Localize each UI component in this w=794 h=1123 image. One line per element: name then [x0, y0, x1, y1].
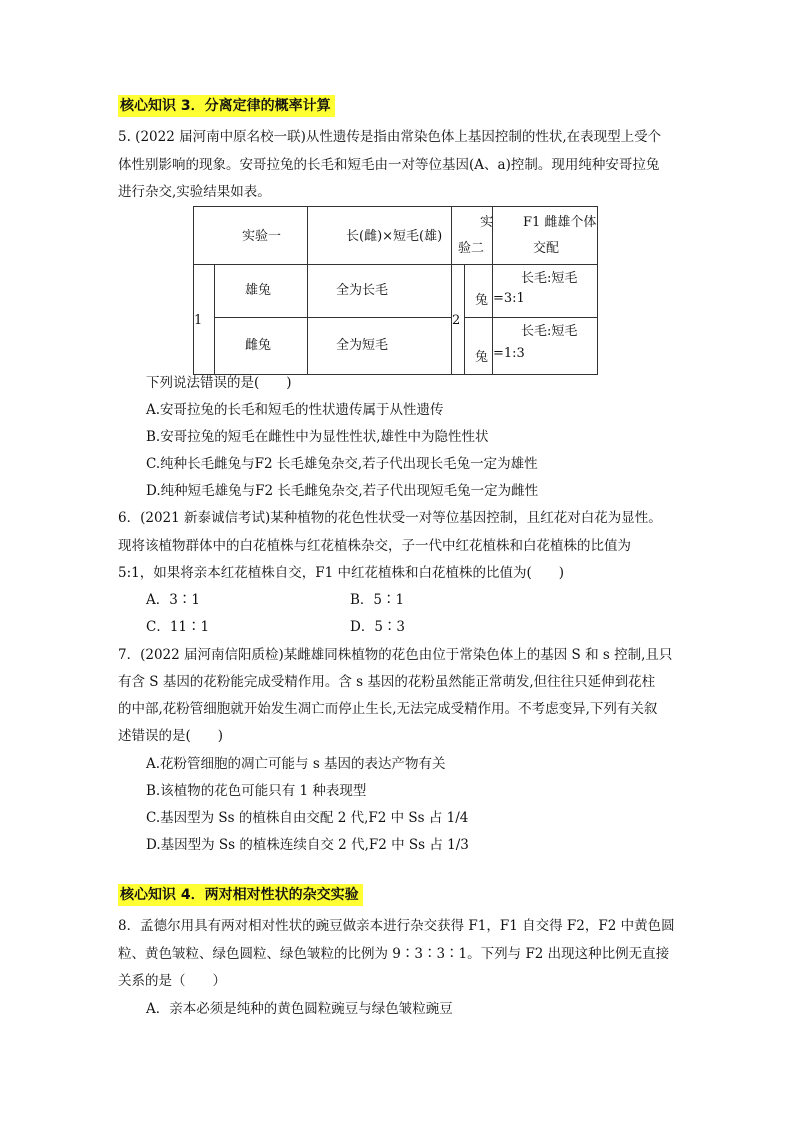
q6-option-b: B．5∶1	[350, 592, 405, 608]
table-header-cell: 实验一	[194, 207, 308, 265]
q5-stem: 下列说法错误的是( )	[146, 375, 292, 391]
q7-line-4: 述错误的是( )	[118, 728, 224, 744]
q5-option-b: B.安哥拉兔的短毛在雌性中为显性性状,雄性中为隐性性状	[146, 429, 489, 445]
q5-option-c: C.纯种长毛雌兔与F2 长毛雄兔杂交,若子代出现长毛兔一定为雄性	[146, 456, 538, 472]
q5-option-a: A.安哥拉兔的长毛和短毛的性状遗传属于从性遗传	[146, 402, 444, 418]
section-heading-3: 核心知识 3．分离定律的概率计算	[118, 95, 335, 117]
q7-option-d: D.基因型为 Ss 的植株连续自交 2 代,F2 中 Ss 占 1/3	[146, 837, 469, 853]
q7-option-a: A.花粉管细胞的凋亡可能与 s 基因的表达产物有关	[146, 756, 446, 772]
q6-line-2: 现将该植物群体中的白花植株与红花植株杂交，子一代中红花植株和白花植株的比值为	[118, 538, 631, 554]
q7-line-1: 7．(2022 届河南信阳质检)某雌雄同株植物的花色由位于常染色体上的基因 S 和 s 控制,且只	[118, 647, 673, 663]
table-cell-rabbit: 兔	[465, 318, 493, 375]
q6-option-c: C．11∶1	[146, 619, 210, 635]
q5-line-1: 5. (2022 届河南中原名校一联)从性遗传是指由常染色体上基因控制的性状,在表现型上受个	[118, 129, 662, 145]
q6-line-1: 6．(2021 新泰诚信考试)某种植物的花色性状受一对等位基因控制，且红花对白花为显性。	[118, 510, 662, 526]
q5-line-3: 进行杂交,实验结果如表。	[118, 184, 271, 200]
q8-line-3: 关系的是（ ）	[118, 973, 226, 989]
table-cell-ratio: 长毛:短毛 =1:3	[493, 318, 598, 375]
q7-line-2: 有含 S 基因的花粉能完成受精作用。含 s 基因的花粉虽然能正常萌发,但往往只延伸到花柱	[118, 674, 656, 690]
q6-option-d: D．5∶3	[350, 619, 406, 635]
q7-option-b: B.该植物的花色可能只有 1 种表现型	[146, 783, 367, 799]
experiment-table	[193, 206, 598, 375]
table-header-cell: 长(雌)×短毛(雄)	[308, 207, 452, 265]
q8-line-1: 8．孟德尔用具有两对相对性状的豌豆做亲本进行杂交获得 F1，F1 自交得 F2，F2 中黄色圆	[118, 918, 675, 934]
q5-option-d: D.纯种短毛雄兔与F2 长毛雌兔杂交,若子代出现短毛兔一定为雌性	[146, 483, 539, 499]
q8-line-2: 粒、黄色皱粒、绿色圆粒、绿色皱粒的比例为 9∶3∶3∶1。下列与 F2 出现这种比例无直接	[118, 946, 670, 962]
q6-option-a: A．3∶1	[146, 592, 200, 608]
table-row-number: 2	[452, 265, 465, 375]
table-cell-result: 全为短毛	[308, 318, 452, 375]
q5-line-2: 体性别影响的现象。安哥拉兔的长毛和短毛由一对等位基因(A、a)控制。现用纯种安哥拉兔	[118, 157, 660, 173]
table-cell-sex: 雌兔	[215, 318, 308, 375]
q7-line-3: 的中部,花粉管细胞就开始发生凋亡而停止生长,无法完成受精作用。不考虑变异,下列有关叙	[118, 701, 658, 717]
q7-option-c: C.基因型为 Ss 的植株自由交配 2 代,F2 中 Ss 占 1/4	[146, 810, 469, 826]
section-heading-4: 核心知识 4．两对相对性状的杂交实验	[118, 884, 363, 906]
table-header-cell: F1 雌雄个体 交配	[493, 207, 598, 265]
table-header-cell: 实 验二	[452, 207, 493, 265]
table-cell-ratio: 长毛:短毛 =3:1	[493, 265, 598, 318]
q8-option-a: A．亲本必须是纯种的黄色圆粒豌豆与绿色皱粒豌豆	[146, 1001, 453, 1017]
q6-line-3: 5:1，如果将亲本红花植株自交，F1 中红花植株和白花植株的比值为( )	[118, 565, 565, 581]
table-cell-sex: 雄兔	[215, 265, 308, 318]
table-cell-result: 全为长毛	[308, 265, 452, 318]
table-row-number: 1	[194, 265, 215, 375]
table-cell-rabbit: 兔	[465, 265, 493, 318]
